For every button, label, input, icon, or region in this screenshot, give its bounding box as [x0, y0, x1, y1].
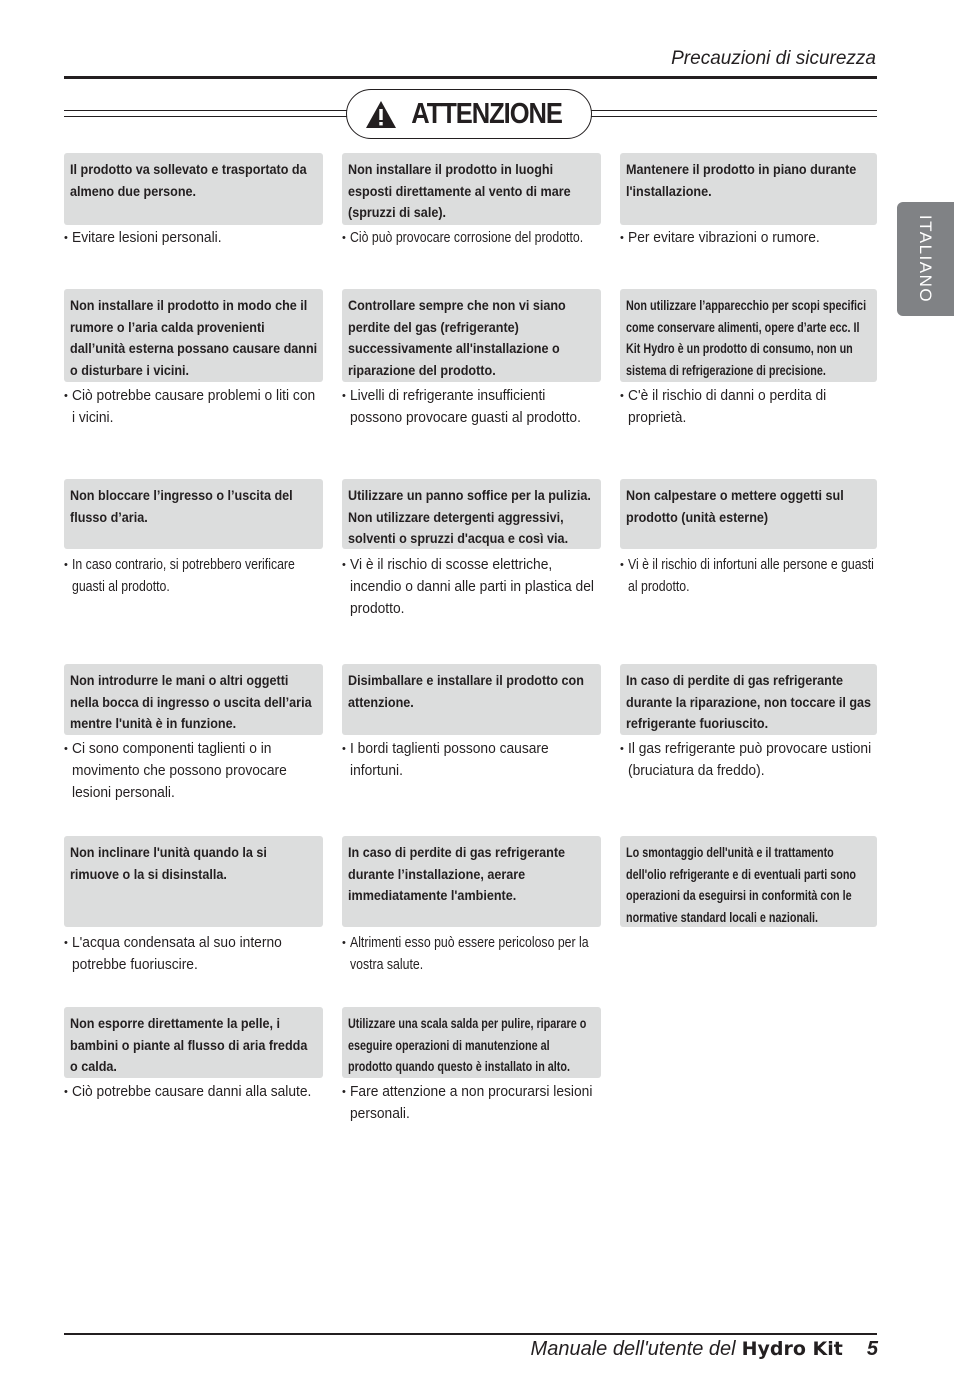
- caution-box-text: Controllare sempre che non vi siano perdite del gas (refrigerante) successivamente all'installazione o riparazione del prodotto.: [348, 297, 566, 378]
- bottom-rule: [64, 1333, 877, 1335]
- caution-box: [620, 664, 877, 735]
- caution-box: [342, 836, 601, 927]
- caution-note: [342, 932, 601, 976]
- caution-note-text: • Vi è il rischio di scosse elettriche, incendio o danni alle parti in plastica del prodotto.: [350, 556, 594, 617]
- caution-note: [64, 385, 323, 429]
- caution-box: [64, 289, 323, 382]
- caution-note-text: • Fare attenzione a non procurarsi lesioni personali.: [350, 1083, 593, 1122]
- banner-line-right: [590, 110, 877, 117]
- caution-box: [64, 479, 323, 549]
- caution-box: [620, 153, 877, 225]
- caution-box: [342, 664, 601, 735]
- caution-box-text: In caso di perdite di gas refrigerante durante l’installazione, aerare immediatamente l'ambiente.: [348, 844, 566, 903]
- caution-box: [64, 1007, 323, 1078]
- caution-box-text: Utilizzare una scala salda per pulire, riparare o eseguire operazioni di manutenzione al prodotto quando questo è installato in alto.: [348, 1016, 587, 1074]
- caution-box: [64, 664, 323, 735]
- caution-note: [64, 738, 323, 804]
- caution-box-text: Non inclinare l'unità quando la si rimuove o la si disinstalla.: [70, 844, 267, 882]
- caution-note-text: • Livelli di refrigerante insufficienti possono provocare guasti al prodotto.: [350, 387, 581, 426]
- caution-box-text: Non utilizzare l’apparecchio per scopi specifici come conservare alimenti, opere d’arte ecc. Il Kit Hydro è un prodotto di consumo, non un sistema di refrigerazione di precisione.: [626, 298, 867, 378]
- banner-line-left: [64, 110, 348, 117]
- caution-box: [620, 836, 877, 927]
- caution-box-text: Disimballare e installare il prodotto con attenzione.: [348, 672, 584, 710]
- caution-note: [342, 227, 601, 249]
- caution-note-text: • Vi è il rischio di infortuni alle persone e guasti al prodotto.: [628, 556, 874, 595]
- caution-box-text: Non esporre direttamente la pelle, i bambini o piante al flusso di aria fredda o calda.: [70, 1015, 308, 1074]
- caution-note-text: • I bordi taglienti possono causare infortuni.: [350, 740, 549, 779]
- caution-box: [620, 479, 877, 549]
- caution-box-text: Non installare il prodotto in modo che il rumore o l’aria calda provenienti dall’unità esterna possano causare danni o disturbare i vicini.: [70, 297, 318, 378]
- caution-note: [620, 738, 877, 782]
- page-number: 5: [866, 1338, 878, 1360]
- caution-box: [64, 153, 323, 225]
- caution-box: [64, 836, 323, 927]
- caution-note: [64, 554, 323, 598]
- page-header-title: Precauzioni di sicurezza: [671, 48, 876, 69]
- caution-note: [620, 385, 877, 429]
- caution-box-text: Non introdurre le mani o altri oggetti nella bocca di ingresso o uscita dell’aria mentre l'unità è in funzione.: [70, 672, 312, 731]
- caution-box-text: Non calpestare o mettere oggetti sul prodotto (unità esterne): [626, 487, 844, 525]
- caution-box: [342, 153, 601, 225]
- attention-banner: [346, 89, 592, 139]
- caution-note: [64, 227, 323, 249]
- banner-title: ATTENZIONE: [411, 97, 563, 130]
- caution-note-text: • C'è il rischio di danni o perdita di proprietà.: [628, 387, 827, 426]
- caution-note-text: • Ciò può provocare corrosione del prodotto.: [350, 229, 584, 246]
- warning-triangle-icon: [365, 100, 397, 129]
- caution-box-text: Non installare il prodotto in luoghi esposti direttamente al vento di mare (spruzzi di sale).: [348, 161, 571, 220]
- caution-note: [342, 1081, 601, 1125]
- caution-box: [342, 479, 601, 549]
- caution-note-text: • L'acqua condensata al suo interno potrebbe fuoriuscire.: [72, 934, 282, 973]
- caution-note-text: • Altrimenti esso può essere pericoloso per la vostra salute.: [350, 934, 589, 973]
- caution-note-text: • Evitare lesioni personali.: [72, 229, 222, 246]
- caution-note-text: • Per evitare vibrazioni o rumore.: [628, 229, 820, 246]
- language-side-tab: [897, 202, 954, 316]
- footer-manual-label: Manuale dell'utente del: [530, 1338, 736, 1360]
- caution-box: [342, 289, 601, 382]
- caution-note: [64, 932, 323, 976]
- caution-note: [342, 554, 601, 620]
- caution-note-text: • Ci sono componenti taglienti o in movimento che possono provocare lesioni personali.: [72, 740, 287, 801]
- caution-note: [620, 554, 877, 598]
- footer-product-name: Hydro Kit: [741, 1338, 843, 1360]
- caution-box-text: Lo smontaggio dell'unità e il trattamento dell'olio refrigerante e di eventuali parti sono operazioni da eseguirsi in conformità con le normative standard locali e nazionali.: [626, 845, 857, 925]
- caution-box: [620, 289, 877, 382]
- language-side-tab-label: ITALIANO: [916, 214, 936, 304]
- caution-box: [342, 1007, 601, 1078]
- caution-note-text: • Il gas refrigerante può provocare ustioni (bruciatura da freddo).: [628, 740, 872, 779]
- caution-note: [342, 385, 601, 429]
- caution-box-text: Il prodotto va sollevato e trasportato da almeno due persone.: [70, 161, 307, 199]
- caution-box-text: In caso di perdite di gas refrigerante durante la riparazione, non toccare il gas refrigerante fuoriuscito.: [626, 672, 872, 731]
- top-rule: [64, 76, 877, 79]
- caution-note: [342, 738, 601, 782]
- caution-note-text: • Ciò potrebbe causare danni alla salute.: [72, 1083, 312, 1100]
- caution-box-text: Non bloccare l’ingresso o l’uscita del flusso d’aria.: [70, 487, 293, 525]
- caution-note-text: • Ciò potrebbe causare problemi o liti con i vicini.: [72, 387, 316, 426]
- caution-box-text: Utilizzare un panno soffice per la pulizia. Non utilizzare detergenti aggressivi, solventi o spruzzi d'acqua e così via.: [348, 487, 591, 546]
- caution-note: [620, 227, 877, 249]
- caution-box-text: Mantenere il prodotto in piano durante l'installazione.: [626, 161, 857, 199]
- page-footer: [531, 1338, 878, 1361]
- caution-note: [64, 1081, 323, 1103]
- caution-note-text: • In caso contrario, si potrebbero verificare guasti al prodotto.: [72, 556, 295, 595]
